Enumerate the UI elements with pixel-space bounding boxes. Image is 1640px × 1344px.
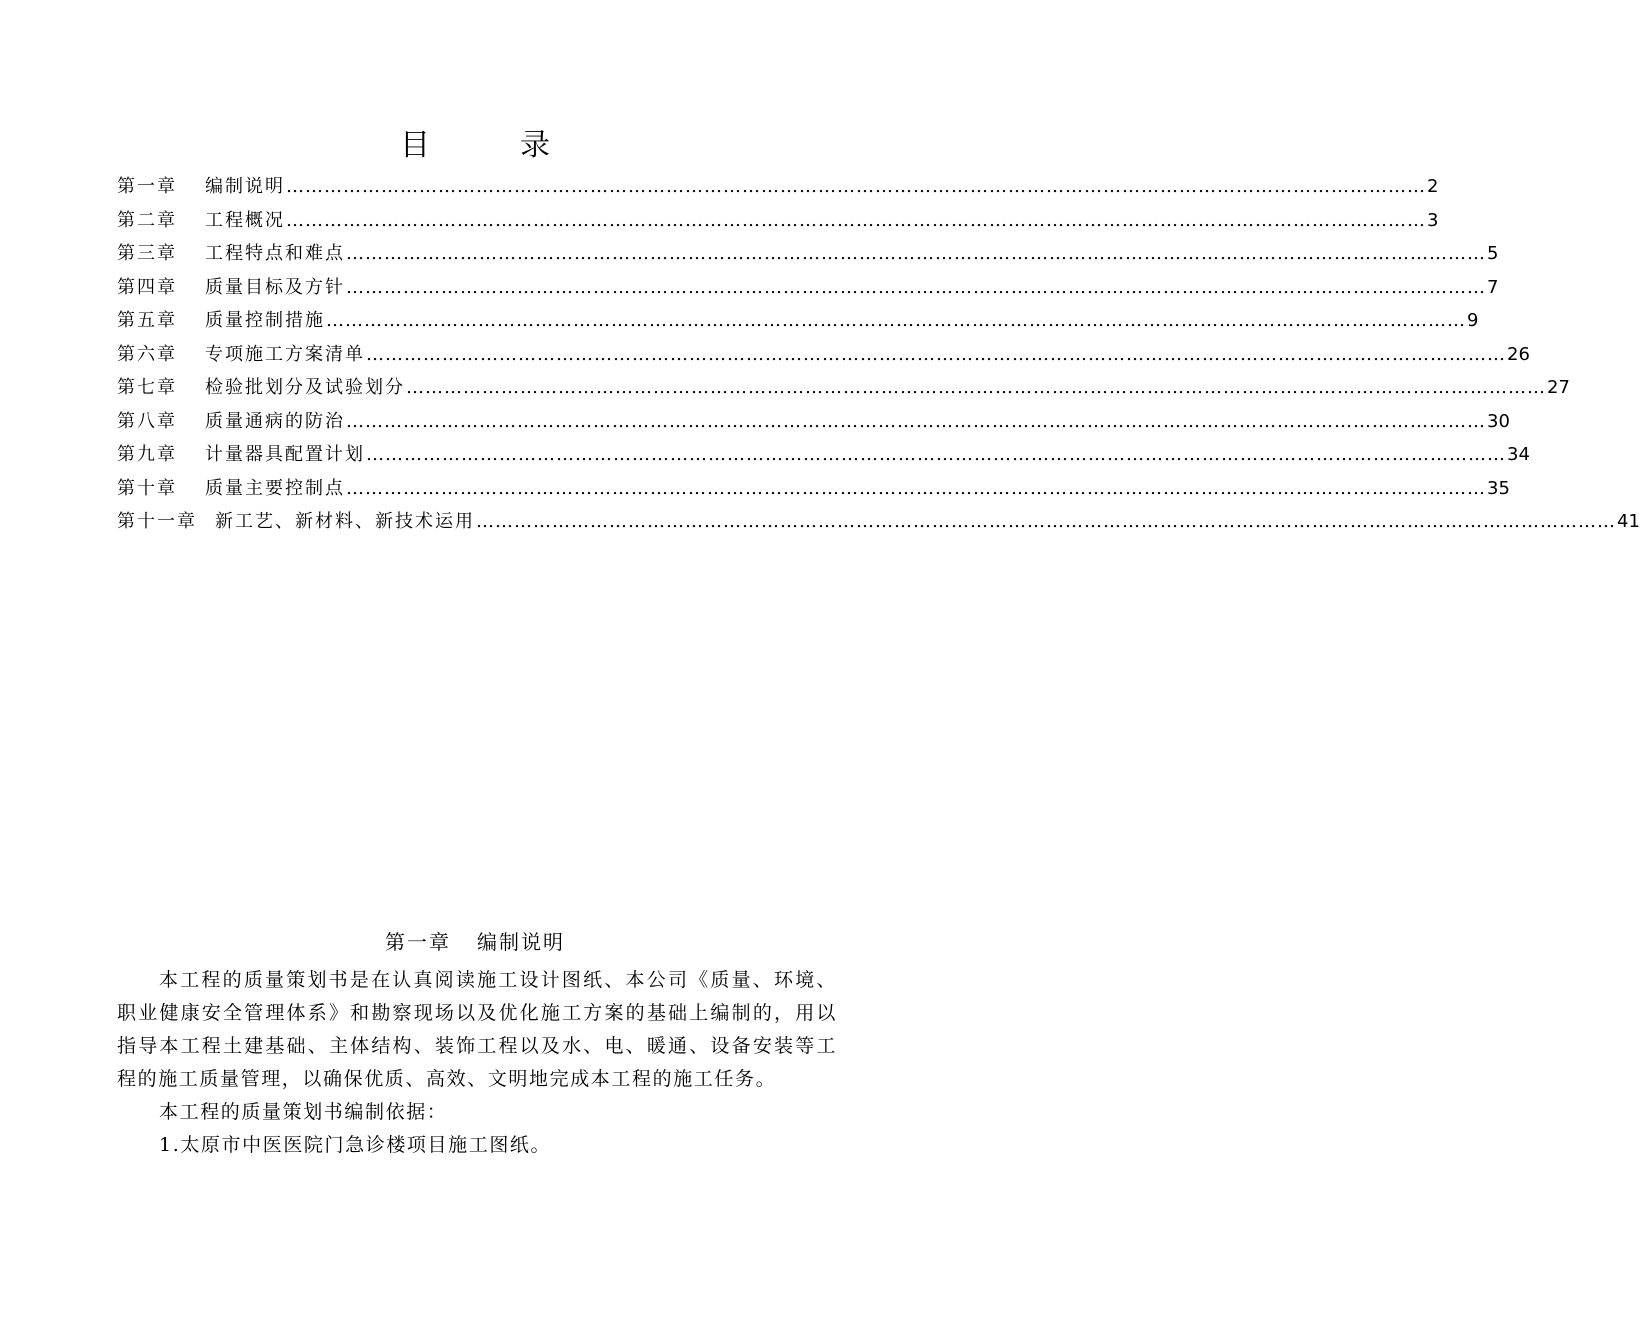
toc-entry[interactable]	[117, 206, 1439, 240]
toc-entry-title: 工程特点和难点	[205, 243, 345, 264]
toc-entry[interactable]	[117, 440, 1530, 474]
toc-title	[0, 120, 950, 164]
toc-entry-chapter: 第十一章	[117, 511, 197, 532]
table-of-contents	[117, 172, 1640, 541]
toc-entry-leader: ………………………………………………………………………………………………………………………………………………………………	[346, 477, 1486, 499]
toc-entry-title: 新工艺、新材料、新技术运用	[215, 511, 475, 532]
toc-entry-title: 计量器具配置计划	[205, 444, 365, 465]
toc-entry-title: 质量控制措施	[205, 310, 325, 331]
toc-entry-title: 专项施工方案清单	[205, 343, 365, 365]
chapter-number: 第一章	[385, 930, 451, 954]
toc-entry-chapter: 第八章	[117, 410, 177, 432]
toc-entry-chapter: 第七章	[117, 377, 177, 398]
toc-entry-leader: ………………………………………………………………………………………………………………………………………………………………	[476, 511, 1616, 532]
toc-entry[interactable]	[117, 172, 1439, 206]
toc-entry-title: 质量主要控制点	[205, 477, 345, 499]
toc-entry-page: 27	[1547, 377, 1570, 398]
toc-title-left: 目	[400, 128, 430, 163]
paragraph-intro: 本工程的质量策划书是在认真阅读施工设计图纸、本公司《质量、环境、职业健康安全管理体系》和勘察现场以及优化施工方案的基础上编制的，用以指导本工程土建基础、主体结构、装饰工程以及水、电、暖通、设备安装等工程的施工质量管理，以确保优质、高效、文明地完成本工程的施工任务。	[117, 969, 837, 1090]
toc-entry-leader: ………………………………………………………………………………………………………………………………………………………………	[326, 310, 1466, 331]
toc-entry-leader: ………………………………………………………………………………………………………………………………………………………………	[366, 444, 1506, 465]
toc-entry[interactable]	[117, 306, 1479, 340]
paragraph-basis-heading: 本工程的质量策划书编制依据：	[159, 1101, 448, 1123]
toc-entry-title: 编制说明	[205, 176, 285, 197]
toc-entry-leader: ………………………………………………………………………………………………………………………………………………………………	[286, 209, 1426, 231]
toc-entry-chapter: 第六章	[117, 343, 177, 365]
toc-entry[interactable]	[117, 273, 1499, 307]
toc-entry-leader: ………………………………………………………………………………………………………………………………………………………………	[366, 343, 1506, 365]
toc-entry-chapter: 第十章	[117, 477, 177, 499]
toc-entry-page: 2	[1427, 176, 1439, 197]
toc-entry-title: 质量目标及方针	[205, 276, 345, 298]
paragraph-basis-item-1: 1.太原市中医医院门急诊楼项目施工图纸。	[159, 1134, 552, 1156]
toc-entry-page: 30	[1487, 410, 1510, 432]
toc-entry-title: 工程概况	[205, 209, 285, 231]
toc-entry-chapter: 第五章	[117, 310, 177, 331]
toc-entry-page: 26	[1507, 343, 1530, 365]
chapter-heading	[0, 926, 950, 955]
toc-entry-chapter: 第一章	[117, 176, 177, 197]
toc-entry-page: 7	[1487, 276, 1499, 298]
toc-entry[interactable]	[117, 507, 1640, 541]
toc-entry-leader: ………………………………………………………………………………………………………………………………………………………………	[346, 276, 1486, 298]
toc-entry-leader: ………………………………………………………………………………………………………………………………………………………………	[406, 377, 1546, 398]
toc-entry-page: 3	[1427, 209, 1439, 231]
toc-entry-page: 5	[1487, 243, 1499, 264]
toc-entry[interactable]	[117, 373, 1570, 407]
toc-entry-chapter: 第三章	[117, 243, 177, 264]
toc-entry-page: 9	[1467, 310, 1479, 331]
toc-entry-leader: ………………………………………………………………………………………………………………………………………………………………	[346, 243, 1486, 264]
chapter-title: 编制说明	[477, 930, 565, 954]
toc-entry[interactable]	[117, 407, 1510, 441]
toc-entry-chapter: 第九章	[117, 444, 177, 465]
toc-entry-title: 检验批划分及试验划分	[205, 377, 405, 398]
toc-entry-leader: ………………………………………………………………………………………………………………………………………………………………	[286, 176, 1426, 197]
toc-entry-chapter: 第二章	[117, 209, 177, 231]
toc-title-right: 录	[520, 128, 550, 163]
toc-entry[interactable]	[117, 239, 1499, 273]
toc-entry-page: 41	[1617, 511, 1640, 532]
toc-entry-leader: ………………………………………………………………………………………………………………………………………………………………	[346, 410, 1486, 432]
toc-entry-page: 35	[1487, 477, 1510, 499]
toc-entry[interactable]	[117, 474, 1510, 508]
toc-entry-page: 34	[1507, 444, 1530, 465]
toc-entry-chapter: 第四章	[117, 276, 177, 298]
toc-entry-title: 质量通病的防治	[205, 410, 345, 432]
chapter-body	[117, 964, 837, 1162]
toc-entry[interactable]	[117, 340, 1530, 374]
